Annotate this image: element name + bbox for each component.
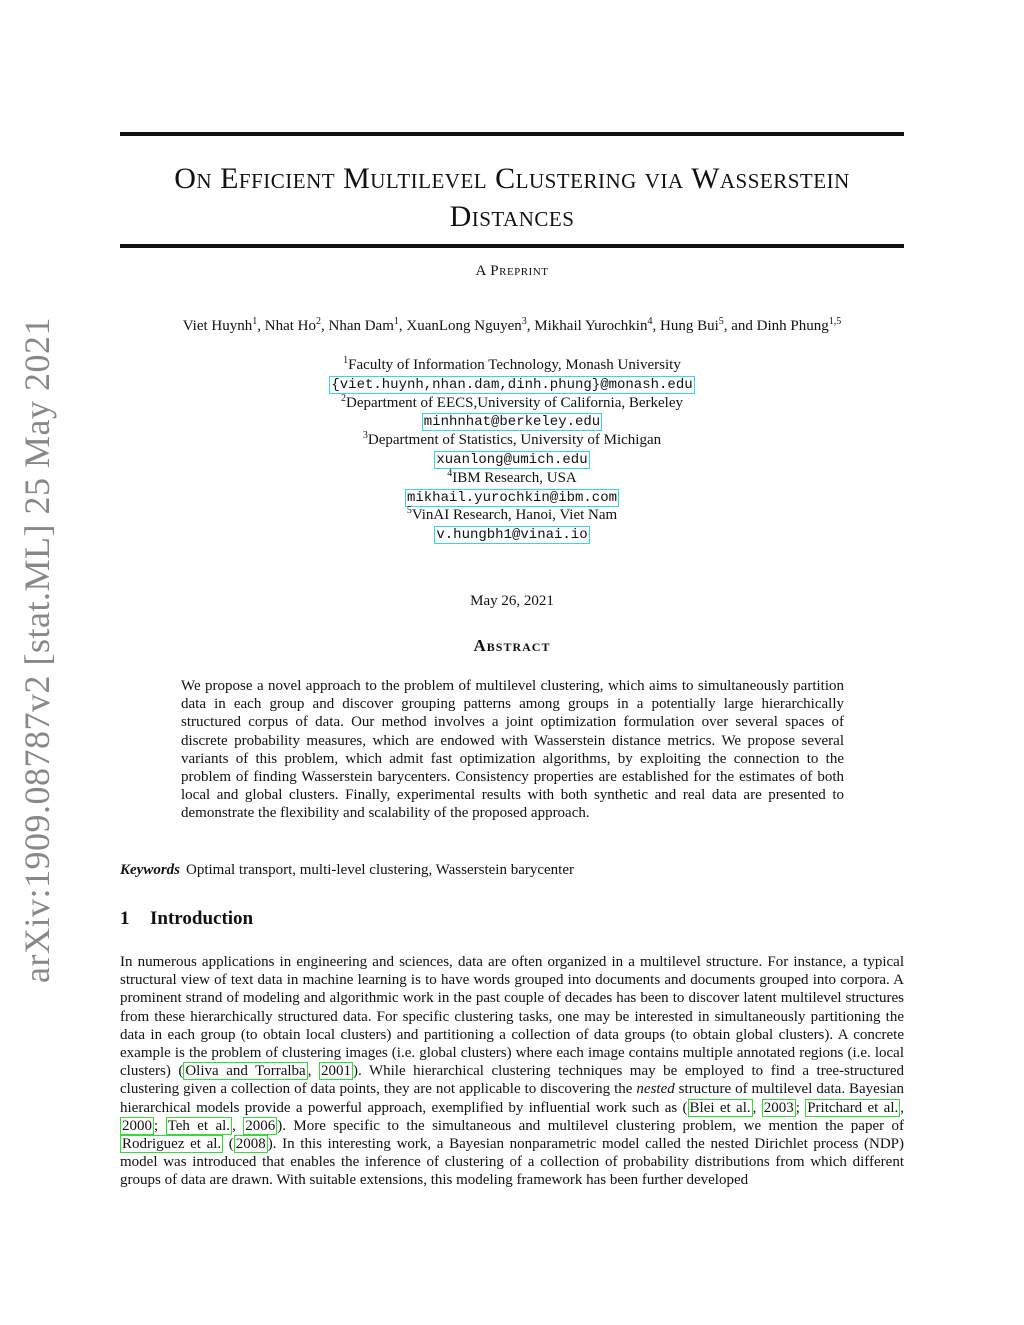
affiliation-name: Department of Statistics, University of Michigan [367, 432, 662, 449]
affiliation-name: IBM Research, USA [452, 469, 577, 486]
email-link[interactable]: minhnhat@berkeley.edu [423, 414, 601, 431]
affiliation-name: VinAI Research, Hanoi, Viet Nam [411, 507, 618, 524]
title-bottom-rule [120, 244, 904, 248]
author-affil-mark: 4 [647, 316, 653, 327]
citation-link[interactable]: Blei et al. [689, 1099, 751, 1116]
title-line-1: On Efficient Multilevel Clustering via Wasserstein [174, 162, 850, 195]
affiliation-email-row [120, 412, 904, 431]
intro-text: ). In this interesting work, a Bayesian nonparametric model called the nested Dirichlet process (NDP) model was introduced that enables the inference of clustering of a collection of probability distributions from which different groups of data are drawn. With suitable extensions, this modeling framework has been further developed [120, 1136, 904, 1189]
preprint-label: A Preprint [475, 263, 549, 279]
author-name: Mikhail Yurochkin [534, 318, 648, 334]
affiliation-email-row [120, 488, 904, 507]
author-affil-mark: 2 [315, 316, 321, 327]
intro-text: ). While hierarchical clustering techniques may be employed to find a tree-structured clustering given a collection of data points, they are not applicable to discovering the [120, 1063, 905, 1098]
affiliation-email-row [120, 450, 904, 469]
author-name: Dinh Phung [756, 318, 829, 334]
affiliation-mark: 1 [343, 355, 349, 366]
intro-text: In numerous applications in engineering and sciences, data are often organized in a multilevel structure. For instance, a typical structural view of text data in machine learning is to have words grouped into documents and documents grouped into corpora. A prominent strand of modeling and algorithmic work in the past couple of decades has been to discover latent multilevel structures from these hierarchically structured data. For specific clustering tasks, one may be interested in simultaneously partitioning the data in each group (to obtain local clusters) and partitioning a collection of data groups (to obtain global clusters). A concrete example is the problem of clustering images (i.e. global clusters) where each image contains multiple annotated regions (i.e. local clusters) ( [120, 954, 904, 1080]
citation-link[interactable]: Rodriguez et al. [122, 1136, 222, 1153]
keywords-text: Optimal transport, multi-level clustering, Wasserstein barycenter [186, 862, 574, 878]
author-affil-mark: 1 [393, 316, 399, 327]
affiliation-mark: 2 [341, 392, 346, 404]
author-separator: , [398, 318, 407, 334]
author-separator: , [257, 318, 265, 334]
abstract-heading: Abstract [473, 636, 551, 655]
author-name: Nhat Ho [264, 318, 316, 334]
abstract-text: We propose a novel approach to the problem of multilevel clustering, which aims to simultaneously partition data in each group and discover grouping patterns among groups in a potentially large hierarchically structured corpus of data. Our method involves a joint optimization formulation over several spaces of discrete probability measures, which are endowed with Wasserstein distance metrics. We propose several variants of this problem, which admit fast optimization algorithms, by exploiting the connection to the problem of finding Wasserstein barycenters. Consistency properties are established for the estimates of both local and global clusters. Finally, experimental results with both synthetic and real data are presented to demonstrate the flexibility and scalability of the proposed approach. [181, 678, 844, 822]
citation-link[interactable]: 2006 [245, 1117, 276, 1134]
affiliation [120, 506, 904, 525]
author-separator: , [652, 318, 660, 334]
author-separator: , and [723, 318, 757, 334]
affiliation-name: Department of EECS,University of California, Berkeley [346, 394, 683, 411]
affiliation-name: Faculty of Information Technology, Monash University [348, 357, 681, 373]
intro-paragraph [120, 953, 904, 1190]
citation-link[interactable]: 2000 [122, 1117, 152, 1134]
affiliation [120, 431, 904, 450]
citation-link[interactable]: 2008 [235, 1136, 266, 1153]
author-affil-mark: 3 [521, 316, 527, 327]
keywords [120, 862, 904, 879]
intro-text: structure of multilevel data. Bayesian hierarchical models provide a powerful approach, exemplified by influential work such as ( [120, 1081, 904, 1116]
affiliation-list [120, 356, 904, 544]
citation-separator: , [307, 1063, 319, 1080]
citation-link[interactable]: Oliva and Torralba [185, 1063, 306, 1080]
author-separator: , [320, 318, 329, 334]
email-link[interactable]: {viet.huynh,nhan.dam,dinh.phung}@monash.edu [331, 376, 693, 393]
affiliation-email-row [120, 375, 904, 394]
keywords-label: Keywords [120, 862, 180, 878]
intro-text: ). More specific to the simultaneous and multilevel clustering problem, we mention the paper of [277, 1117, 904, 1134]
citation-link[interactable]: Teh et al. [167, 1117, 231, 1134]
title-line-2: Distances [449, 200, 575, 233]
author-affil-mark: 5 [718, 316, 724, 327]
email-link[interactable]: v.hungbh1@vinai.io [436, 527, 588, 544]
section-heading [120, 908, 904, 930]
affiliation [120, 469, 904, 488]
section-number: 1 [120, 908, 130, 929]
paper-date: May 26, 2021 [470, 593, 554, 609]
citation-separator: ; [795, 1099, 806, 1116]
affiliation-mark: 4 [447, 467, 453, 479]
author-name: XuanLong Nguyen [406, 318, 522, 334]
citation-link[interactable]: 2001 [320, 1063, 351, 1080]
email-link[interactable]: xuanlong@umich.edu [436, 451, 588, 468]
affiliation-mark: 5 [406, 505, 412, 517]
author-affil-mark: 1,5 [828, 316, 842, 327]
author-affil-mark: 1 [252, 316, 258, 327]
author-name: Nhan Dam [328, 318, 394, 334]
arxiv-identifier: arXiv:1909.08787v2 [stat.ML] 25 May 2021 [17, 317, 57, 983]
citation-link[interactable]: 2003 [763, 1099, 794, 1116]
emphasis-nested: nested [636, 1081, 675, 1098]
arxiv-sidebar [12, 317, 62, 983]
title-top-rule [120, 132, 904, 136]
author-name: Viet Huynh [182, 318, 253, 334]
citation-separator: ; [154, 1117, 166, 1134]
author-name: Hung Bui [659, 318, 719, 334]
paper-title [120, 160, 904, 236]
affiliation [120, 356, 904, 375]
affiliation [120, 394, 904, 413]
author-separator: , [526, 318, 535, 334]
email-link[interactable]: mikhail.yurochkin@ibm.com [406, 489, 618, 506]
citation-separator: , [752, 1099, 762, 1116]
affiliation-mark: 3 [362, 430, 368, 442]
author-list [120, 316, 904, 336]
affiliation-email-row [120, 525, 904, 544]
citation-separator: , [232, 1117, 244, 1134]
citation-separator: ( [223, 1136, 234, 1153]
citation-link[interactable]: Pritchard et al. [807, 1099, 899, 1116]
citation-separator: , [900, 1099, 904, 1116]
section-title: Introduction [150, 908, 254, 929]
